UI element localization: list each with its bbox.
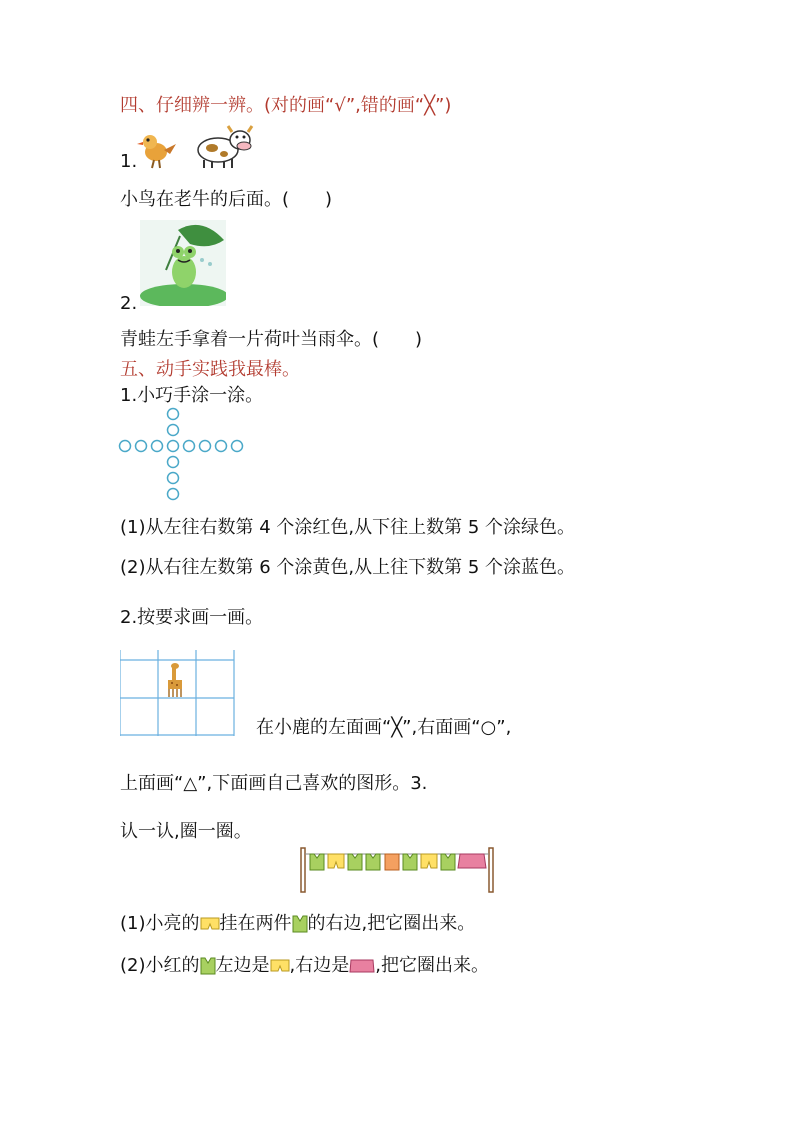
- shorts-icon: [200, 917, 220, 931]
- section-5-heading: 五、动手实践我最棒。: [120, 359, 300, 380]
- deer-grid: [120, 650, 236, 736]
- circle: [168, 409, 179, 420]
- item-2-text-c: ,右边是: [289, 955, 350, 976]
- question-1-number: 1.: [120, 151, 138, 172]
- section-5-q3-title: 认一认,圈一圈。: [120, 821, 252, 842]
- skirt-icon: [349, 959, 375, 973]
- question-2-number: 2.: [120, 293, 138, 314]
- item-2-text-d: ,把它圈出来。: [375, 955, 489, 976]
- section-5-q2-title: 2.按要求画一画。: [120, 607, 264, 628]
- question-2-text: 青蛙左手拿着一片荷叶当雨伞。( ): [120, 329, 423, 350]
- section-4-heading: 四、仔细辨一辨。(对的画“√”,错的画“╳”): [120, 95, 452, 116]
- section-5-q1-instruction-2: (2)从右往左数第 6 个涂黄色,从上往下数第 5 个涂蓝色。: [120, 557, 576, 578]
- circle: [216, 441, 227, 452]
- circle-cross-diagram: [118, 406, 248, 502]
- item-2-text-a: (2)小红的: [120, 955, 200, 976]
- vest-icon: [200, 957, 216, 975]
- cow-image: [192, 122, 256, 170]
- shorts-icon: [270, 959, 290, 973]
- vest-icon: [292, 915, 308, 933]
- circle: [168, 489, 179, 500]
- section-5-q1-title: 1.小巧手涂一涂。: [120, 385, 264, 406]
- item-2-text-b: 左边是: [215, 955, 270, 976]
- circle: [168, 473, 179, 484]
- deer-icon: [168, 663, 182, 697]
- circle: [232, 441, 243, 452]
- circle: [168, 441, 179, 452]
- circle: [120, 441, 131, 452]
- circle: [200, 441, 211, 452]
- item-1-text-c: 的右边,把它圈出来。: [307, 913, 476, 934]
- section-5-q1-instruction-1: (1)从左往右数第 4 个涂红色,从下往上数第 5 个涂绿色。: [120, 517, 576, 538]
- section-5-q3-item-2: [120, 954, 489, 978]
- frog-image: [140, 220, 226, 306]
- item-1-text-b: 挂在两件: [219, 913, 292, 934]
- circle: [152, 441, 163, 452]
- circle: [168, 425, 179, 436]
- question-1-text: 小鸟在老牛的后面。( ): [120, 189, 333, 210]
- section-5-q2-line-2: 上面画“△”,下面画自己喜欢的图形。3.: [120, 773, 428, 794]
- circle: [184, 441, 195, 452]
- section-5-q3-item-1: [120, 912, 475, 936]
- bird-image: [134, 126, 180, 172]
- circle: [136, 441, 147, 452]
- item-1-text-a: (1)小亮的: [120, 913, 200, 934]
- section-5-q2-line-1: 在小鹿的左面画“╳”,右面画“○”,: [256, 717, 512, 738]
- circle: [168, 457, 179, 468]
- clothesline-image: [300, 846, 494, 894]
